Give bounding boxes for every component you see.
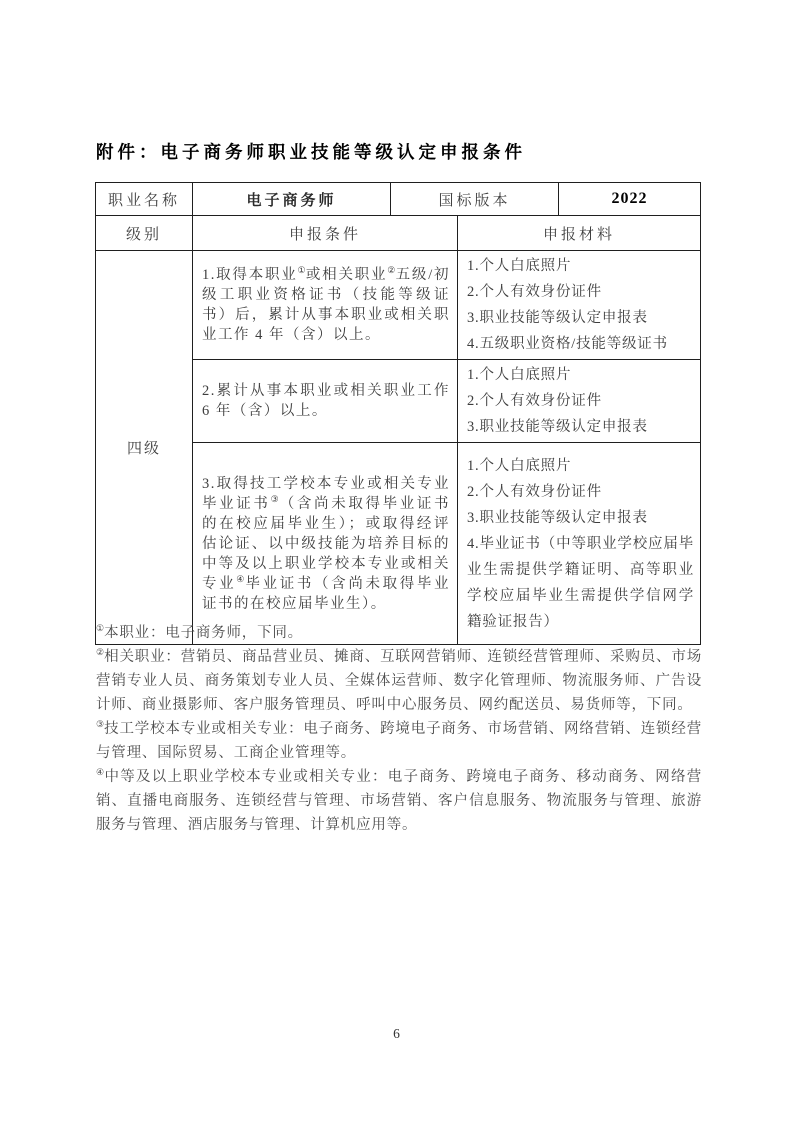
footnote-1-text: 本职业：电子商务师，下同。 xyxy=(104,625,303,641)
info-row xyxy=(96,183,701,216)
condition-2 xyxy=(193,360,458,443)
page-number: 6 xyxy=(393,1026,400,1041)
footnote-3 xyxy=(96,717,702,765)
header-row xyxy=(96,216,701,251)
standard-version-label: 国标版本 xyxy=(391,183,559,216)
table-row xyxy=(96,251,701,360)
occupation-name-label: 职业名称 xyxy=(96,183,193,216)
footnote-ref-3: ③ xyxy=(270,493,280,504)
condition-1 xyxy=(193,251,458,360)
material-line: 1.个人白底照片 xyxy=(467,367,572,383)
materials-1 xyxy=(458,251,701,360)
occupation-name-value: 电子商务师 xyxy=(193,183,391,216)
footnote-4-marker: ④ xyxy=(96,767,105,778)
page-title: 附件：电子商务师职业技能等级认定申报条件 xyxy=(96,142,526,162)
material-line: 3.职业技能等级认定申报表 xyxy=(467,310,648,326)
footnote-4-text: 中等及以上职业学校本专业或相关专业：电子商务、跨境电子商务、移动商务、网络营销、直播电商服务、连锁经营与管理、市场营销、客户信息服务、物流服务与管理、旅游服务与管理、酒店服务与管理、计算机应用等。 xyxy=(96,769,702,833)
level-value: 四级 xyxy=(96,251,193,645)
footnote-2 xyxy=(96,645,702,717)
material-line: 3.职业技能等级认定申报表 xyxy=(467,419,648,435)
materials-header: 申报材料 xyxy=(458,216,701,251)
material-line: 1.个人白底照片 xyxy=(467,258,572,274)
material-line: 2.个人有效身份证件 xyxy=(467,393,602,409)
condition-1-text: 1.取得本职业 xyxy=(202,267,298,283)
material-line: 4.五级职业资格/技能等级证书 xyxy=(467,336,668,352)
material-line: 2.个人有效身份证件 xyxy=(467,284,602,300)
condition-1-text: 五级/初级工职业资格证书（技能等级证书）后，累计从事本职业或相关职业工作 4 年（含）以上。 xyxy=(202,267,451,343)
footnote-2-marker: ② xyxy=(96,647,105,658)
materials-3 xyxy=(458,443,701,645)
condition-2-text: 2.累计从事本职业或相关职业工作 6 年（含）以上。 xyxy=(202,383,450,419)
footnote-4 xyxy=(96,765,702,837)
footnote-1 xyxy=(96,621,702,645)
footnote-ref-1: ① xyxy=(297,265,306,276)
application-conditions-table xyxy=(95,182,701,645)
material-line: 3.职业技能等级认定申报表 xyxy=(467,509,648,526)
standard-version-value: 2022 xyxy=(559,183,701,216)
footnote-ref-4: ④ xyxy=(236,573,246,584)
footnotes xyxy=(96,621,702,837)
condition-3-text: 毕业证书（含尚未取得毕业证书的在校应届毕业生）。 xyxy=(202,575,451,612)
material-line: 2.个人有效身份证件 xyxy=(467,483,602,500)
material-line: 1.个人白底照片 xyxy=(467,457,572,474)
condition-1-text: 或相关职业 xyxy=(305,267,388,283)
materials-2 xyxy=(458,360,701,443)
condition-3-text: 3.取得技工学校本专业或相关专业毕业证书 xyxy=(202,475,450,512)
conditions-header: 申报条件 xyxy=(193,216,458,251)
material-line: 4.毕业证书（中等职业学校应届毕业生需提供学籍证明、高等职业学校应届毕业生需提供学信网学籍验证报告） xyxy=(467,535,695,630)
footnote-ref-2: ② xyxy=(387,265,396,276)
footnote-3-text: 技工学校本专业或相关专业：电子商务、跨境电子商务、市场营销、网络营销、连锁经营与管理、国际贸易、工商企业管理等。 xyxy=(96,721,702,761)
footnote-3-marker: ③ xyxy=(96,719,105,730)
footnote-2-text: 相关职业：营销员、商品营业员、摊商、互联网营销师、连锁经营管理师、采购员、市场营销专业人员、商务策划专业人员、全媒体运营师、数字化管理师、物流服务师、广告设计师、商业摄影师、客户服务管理员、呼叫中心服务员、网约配送员、易货师等，下同。 xyxy=(96,649,702,713)
condition-3-text: （含尚未取得毕业证书的在校应届毕业生）；或取得经评估论证、以中级技能为培养目标的中等及以上职业学校本专业或相关专业 xyxy=(202,495,451,592)
condition-3 xyxy=(193,443,458,645)
footnote-1-marker: ① xyxy=(96,623,105,634)
level-header: 级别 xyxy=(96,216,193,251)
